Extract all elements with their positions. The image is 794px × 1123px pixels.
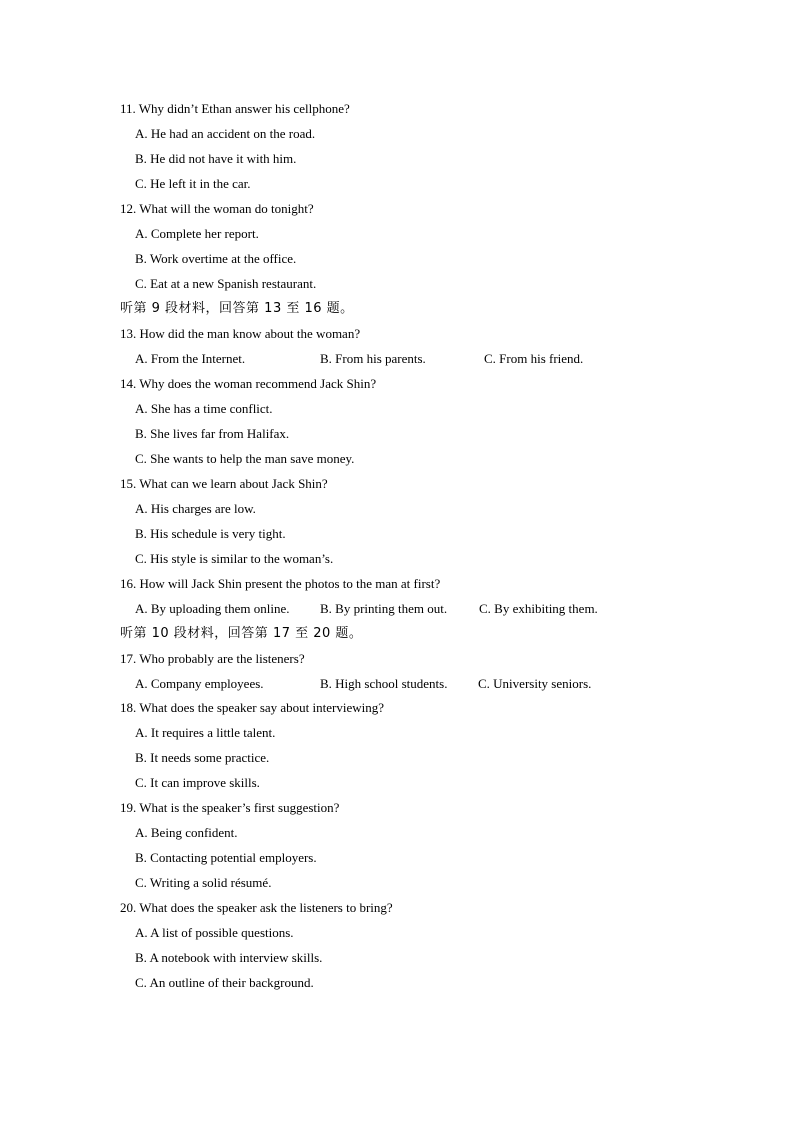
option-12c: C. Eat at a new Spanish restaurant. [135,276,317,291]
option-12a: A. Complete her report. [135,226,259,241]
question-12: 12. What will the woman do tonight? [120,201,314,216]
option-20a: A. A list of possible questions. [135,925,294,940]
option-19b: B. Contacting potential employers. [135,850,317,865]
option-14c: C. She wants to help the man save money. [135,451,355,466]
option-11b: B. He did not have it with him. [135,151,297,166]
question-14: 14. Why does the woman recommend Jack Shin? [120,376,377,391]
option-17c: C. University seniors. [478,676,592,691]
option-12b: B. Work overtime at the office. [135,251,297,266]
question-18: 18. What does the speaker say about interviewing? [120,700,385,715]
option-15c: C. His style is similar to the woman’s. [135,551,334,566]
option-13c: C. From his friend. [484,351,584,366]
option-20c: C. An outline of their background. [135,975,314,990]
question-19: 19. What is the speaker’s first suggestion? [120,800,340,815]
option-16c: C. By exhibiting them. [479,601,598,616]
option-19a: A. Being confident. [135,825,238,840]
option-11a: A. He had an accident on the road. [135,126,316,141]
question-13: 13. How did the man know about the woman? [120,326,361,341]
option-17a: A. Company employees. [135,676,264,691]
option-13b: B. From his parents. [320,351,426,366]
option-15b: B. His schedule is very tight. [135,526,286,541]
option-15a: A. His charges are low. [135,501,256,516]
question-20: 20. What does the speaker ask the listeners to bring? [120,900,393,915]
option-18a: A. It requires a little talent. [135,725,276,740]
options-13 [0,351,794,367]
question-16: 16. How will Jack Shin present the photos to the man at first? [120,576,441,591]
option-18b: B. It needs some practice. [135,750,270,765]
option-17b: B. High school students. [320,676,448,691]
question-15: 15. What can we learn about Jack Shin? [120,476,328,491]
options-16 [0,601,794,617]
option-14b: B. She lives far from Halifax. [135,426,290,441]
option-16a: A. By uploading them online. [135,601,290,616]
section-heading-10: 听第 10 段材料，回答第 17 至 20 题。 [120,626,363,641]
options-17 [0,676,794,692]
section-heading-9: 听第 9 段材料，回答第 13 至 16 题。 [120,301,354,316]
option-14a: A. She has a time conflict. [135,401,273,416]
question-17: 17. Who probably are the listeners? [120,651,305,666]
option-13a: A. From the Internet. [135,351,246,366]
option-19c: C. Writing a solid résumé. [135,875,272,890]
option-16b: B. By printing them out. [320,601,448,616]
question-11: 11. Why didn’t Ethan answer his cellphone? [120,101,350,116]
option-18c: C. It can improve skills. [135,775,260,790]
option-20b: B. A notebook with interview skills. [135,950,323,965]
option-11c: C. He left it in the car. [135,176,251,191]
